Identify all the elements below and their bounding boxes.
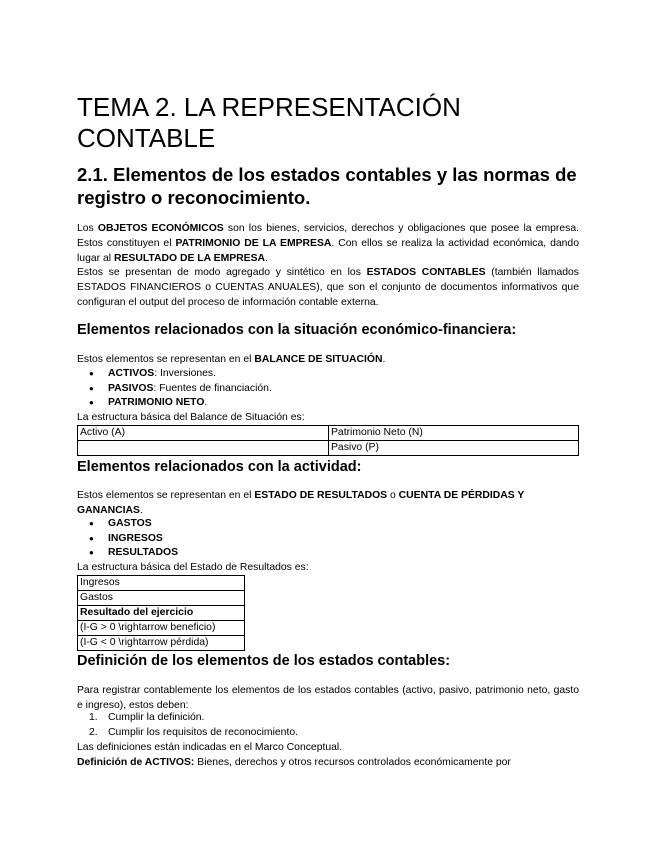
intro-paragraph-2: Estos se presentan de modo agregado y sintético en los ESTADOS CONTABLES (también llamados ESTADOS FINANCIEROS o CUENTAS ANUALES), que son el conjunto de documentos informativos que configuran el output del proceso de información contable externa. (77, 267, 579, 308)
table-row (78, 576, 245, 591)
list-item: ● RESULTADOS (89, 546, 178, 561)
table-cell: Pasivo (P) (329, 441, 579, 456)
requirements-list (89, 711, 298, 740)
table-row (78, 426, 579, 441)
balance-lead: Estos elementos se representan en el BALANCE DE SITUACIÓN. (77, 354, 386, 365)
results-elements-list (89, 517, 178, 561)
list-item: 2. Cumplir los requisitos de reconocimiento. (89, 726, 298, 738)
table-cell: (I-G < 0 \rightarrow pérdida) (78, 636, 245, 651)
definitions-source-note: Las definiciones están indicadas en el Marco Conceptual. (77, 742, 343, 753)
balance-table (77, 425, 579, 456)
table-row (78, 591, 245, 606)
table-row (78, 606, 245, 621)
table-cell: Resultado del ejercicio (78, 606, 245, 621)
list-item: ● ACTIVOS: Inversiones. (89, 367, 272, 382)
table-cell: Gastos (78, 591, 245, 606)
table-row (78, 636, 245, 651)
table-cell: Patrimonio Neto (N) (329, 426, 579, 441)
results-lead: Estos elementos se representan en el ESTADO DE RESULTADOS o CUENTA DE PÉRDIDAS Y GANANCIAS. (77, 490, 525, 516)
page-title: TEMA 2. LA REPRESENTACIÓN CONTABLE (77, 92, 461, 153)
table-row (78, 441, 579, 456)
list-item: 1. Cumplir la definición. (89, 712, 205, 723)
list-item: ● PASIVOS: Fuentes de financiación. (89, 382, 272, 397)
list-item: ● PATRIMONIO NETO. (89, 396, 272, 411)
table-cell: Ingresos (78, 576, 245, 591)
table-cell: (I-G > 0 \rightarrow beneficio) (78, 621, 245, 636)
subsection-heading-definitions: Definición de los elementos de los estados contables: (77, 653, 451, 669)
results-table (77, 575, 245, 651)
table-cell (78, 441, 329, 456)
assets-definition: Definición de ACTIVOS: Bienes, derechos y otros recursos controlados económicamente por (77, 757, 511, 768)
list-item: ● INGRESOS (89, 532, 178, 547)
list-item: ● GASTOS (89, 517, 178, 532)
subsection-heading-activity: Elementos relacionados con la actividad: (77, 459, 362, 475)
balance-elements-list (89, 367, 272, 411)
table-cell: Activo (A) (78, 426, 329, 441)
balance-table-intro: La estructura básica del Balance de Situación es: (77, 412, 305, 423)
section-heading: 2.1. Elementos de los estados contables y las normas de registro o reconocimiento. (77, 164, 577, 208)
intro-paragraph-1: Los OBJETOS ECONÓMICOS son los bienes, servicios, derechos y obligaciones que posee la empresa. Estos constituyen el PATRIMONIO DE LA EMPRESA. Con ellos se realiza la actividad económica, dando lugar al RESULTADO DE LA EMPRESA. (77, 223, 580, 264)
subsection-heading-financial: Elementos relacionados con la situación económico-financiera: (77, 322, 517, 338)
table-row (78, 621, 245, 636)
definitions-lead: Para registrar contablemente los elementos de los estados contables (activo, pasivo, patrimonio neto, gasto e ingreso), estos deben: (77, 685, 579, 711)
results-table-intro: La estructura básica del Estado de Resultados es: (77, 562, 309, 573)
